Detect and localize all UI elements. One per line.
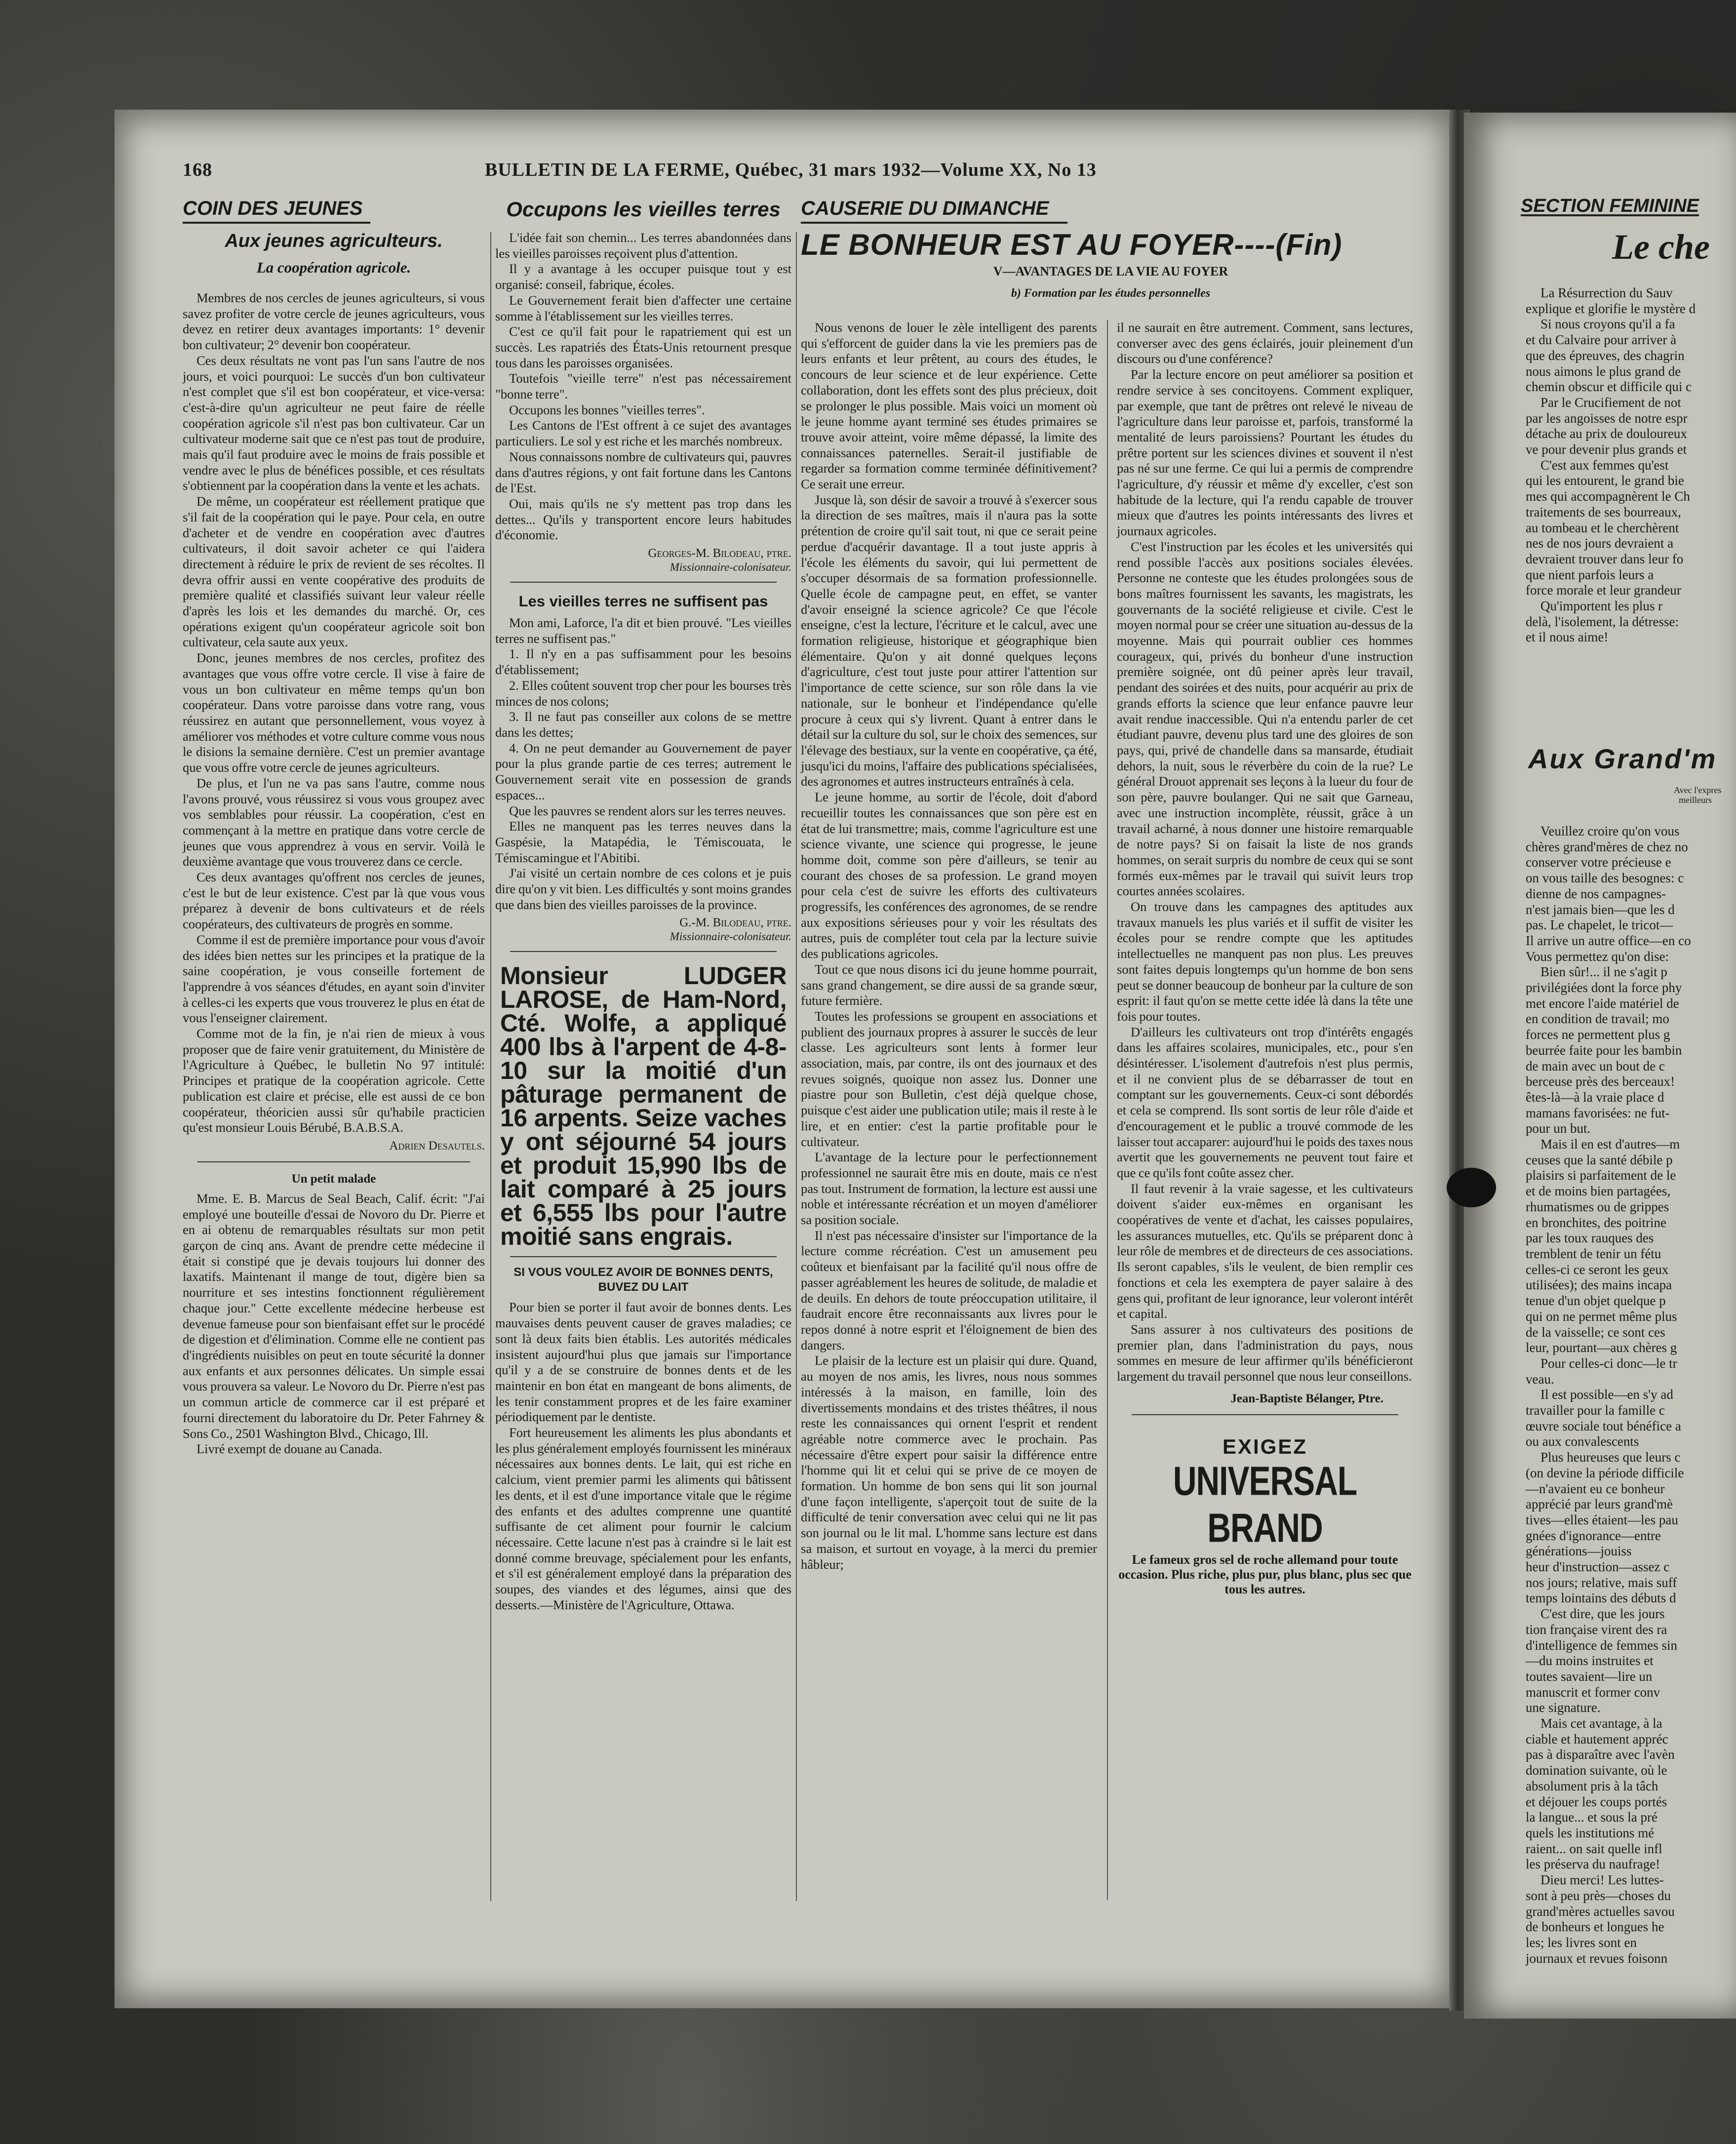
paragraph: Sans assurer à nos cultivateurs des positions de premier plan, dans l'administration du pays, nous sommes en mesure de leur affirmer qu'ils bénéficieront largement du travail personnel que nous leur conseillons. xyxy=(1117,1322,1413,1384)
paragraph: Les Cantons de l'Est offrent à ce sujet des avantages particuliers. Le sol y est riche et les marchés nombreux. xyxy=(495,418,791,449)
paragraph: Ces deux avantages qu'offrent nos cercles de jeunes, c'est le but de leur existence. C'est par là que vous vous préparez à devenir de bons cultivateurs et de réels coopérateurs, des cultivateurs de progrès en somme. xyxy=(183,870,485,932)
paragraph: Donc, jeunes membres de nos cercles, profitez des avantages que vous offre votre cercle. Il vise à faire de vous un bon cultivateur en même temps qu'un bon coopérateur. Dans votre paroisse dans votre rang, vous réussirez en autant que personnellement, vous voyez à améliorer vos méthodes et votre culture comme vous nous le disions la semaine dernière. C'est un premier avantage que vous offre votre cercle de jeunes agriculteurs. xyxy=(183,650,485,775)
text-line: qui on ne permet même plus xyxy=(1526,1309,1677,1324)
text-line: Bien sûr!... il ne s'agit p xyxy=(1540,964,1667,980)
text-line: celles-ci ce seront les geux xyxy=(1526,1262,1669,1277)
paragraph: Nous connaissons nombre de cultivateurs qui, pauvres dans d'autres régions, y ont fait fortune dans les Cantons de l'Est. xyxy=(495,449,791,496)
text-line: pas à disparaître avec l'avèn xyxy=(1526,1747,1675,1762)
right-section-title: SECTION FEMININE xyxy=(1521,196,1699,216)
author-signature: G.-M. Bilodeau, ptre. xyxy=(679,916,791,930)
text-line: sont à peu près—choses du xyxy=(1526,1888,1671,1903)
right-column-text-2 xyxy=(1526,824,1691,1966)
paragraph: Occupons les bonnes "vieilles terres". xyxy=(509,402,705,417)
article-body xyxy=(183,1191,485,1457)
article-body xyxy=(183,290,485,1136)
text-line: dienne de nos campagnes- xyxy=(1526,886,1666,901)
paragraph: De même, un coopérateur est réellement pratique que s'il fait de la coopération qui le paye. Pour cela, en outre d'acheter et de vendre en coopération avec d'autres cultivateurs, il doit savoir acheter ce qui l'aidera directement à réduire le prix de revient de ses récoltes. Il devra offrir aussi en vente coopérative des produits de première qualité et classifiés suivant leur valeur réelle d'après les lois et les demandes du marché. Or, ces opérations exigent qu'un coopérateur agricole soit bon cultivateur, cela saute aux yeux. xyxy=(183,494,485,650)
article-body xyxy=(801,320,1097,1572)
text-line: Il arrive un autre office—en co xyxy=(1526,933,1691,948)
paragraph: Mon ami, Laforce, l'a dit et bien prouvé. "Les vieilles terres ne suffisent pas." xyxy=(495,615,791,646)
paragraph: On trouve dans les campagnes des aptitudes aux travaux manuels les plus variés et il suffit de visiter les écoles pour se rendre compte que les aptitudes intellectuelles ne manquent pas non plus. Les preuves sont faites depuis longtemps qu'un homme de bon sens peut se donner beaucoup de bonheur par la culture de son esprit: il faut qu'on se mette cette idée là dans la tête une fois pour toutes. xyxy=(1117,899,1413,1024)
paragraph: 3. Il ne faut pas conseiller aux colons de se mettre dans les dettes; xyxy=(495,709,791,740)
column-causerie xyxy=(801,198,1342,262)
text-line: de main avec un bout de c xyxy=(1526,1058,1665,1073)
column-rule xyxy=(490,232,491,1901)
paragraph: Toutes les professions se groupent en associations et publient des journaux propres à assurer le succès de leur classe. Les agriculteurs sont lents à former leur association, mais, par contre, ils ont des journaux et des revues soignés, quoique non assez lus. Donner une piastre pour son Bulletin, c'est déjà quelque chose, puisque c'est aider une publication utile; mais il reste à le lire, et en entier: c'est la partie profitable pour le cultivateur. xyxy=(801,1008,1097,1149)
text-line: de la vaisselle; ce sont ces xyxy=(1526,1324,1665,1340)
text-line: —n'avaient eu ce bonheur xyxy=(1526,1481,1665,1496)
text-line: et du Calvaire pour arriver à xyxy=(1526,332,1677,348)
article-subhead: V—AVANTAGES DE LA VIE AU FOYER xyxy=(993,264,1228,278)
text-line: tives—elles étaient—les pau xyxy=(1526,1512,1678,1527)
right-subline-2: meilleurs xyxy=(1679,795,1712,805)
text-line: nos jours; relative, mais suff xyxy=(1526,1575,1677,1590)
paragraph: Il n'est pas nécessaire d'insister sur l'importance de la lecture comme récréation. C'est un amusement peu coûteux et bienfaisant par la facilité qu'il nous offre de passer agréablement les heures de solitude, de maladie et de deuils. En dehors de toute préoccupation utilitaire, il faudrait encore être reconnaissants aux livres pour le repos donné à notre esprit et l'éloignement de bien des dangers. xyxy=(801,1228,1097,1352)
text-line: journaux et revues foisonn xyxy=(1526,1950,1668,1966)
text-line: on vous taille des besognes: c xyxy=(1526,871,1684,886)
text-line: travailler pour la famille c xyxy=(1526,1403,1665,1418)
text-line: par les toux rauques des xyxy=(1526,1231,1654,1246)
ad-description: Le fameux gros sel de roche allemand pour toute occasion. Plus riche, plus pur, plus blanc, plus sec que tous les autres. xyxy=(1118,1552,1412,1596)
binding-clip xyxy=(1447,1168,1496,1207)
masthead-title: BULLETIN DE LA FERME, Québec, 31 mars 1932—Volume XX, No 13 xyxy=(485,159,1097,180)
text-line: mes qui accompagnèrent le Ch xyxy=(1526,489,1690,504)
text-line: que des épreuves, des chagrin xyxy=(1526,348,1685,363)
paragraph: Fort heureusement les aliments les plus abondants et les plus généralement employés fournissent les minéraux nécessaires aux bonnes dents. Le lait, qui est riche en calcium, vient premier parmi les aliments qui bâtissent les dents, et il est d'une importance vitale que le régime des enfants et des adultes comprenne une quantité suffisante de cet aliment pour fournir le calcium nécessaire. Cette lacune n'est pas à craindre si le lait est donné comme breuvage, spécialement pour les enfants, et s'il est généralement employé dans la préparation des soupes, des viandes et des légumes, ainsi que des desserts.—Ministère de l'Agriculture, Ottawa. xyxy=(495,1425,791,1612)
section-title: Occupons les vieilles terres xyxy=(506,198,781,221)
text-line: toutes savaient—lire un xyxy=(1526,1668,1653,1684)
paragraph: Oui, mais qu'ils ne s'y mettent pas trop dans les dettes... Qu'ils y transportent encore leurs habitudes d'économie. xyxy=(495,496,791,543)
text-line: explique et glorifie le mystère d xyxy=(1526,301,1696,316)
author-signature: Jean-Baptiste Bélanger, Ptre. xyxy=(1230,1391,1383,1405)
page-number: 168 xyxy=(183,159,212,180)
text-line: met encore l'aide matériel de xyxy=(1526,995,1679,1011)
text-line: d'intelligence de femmes sin xyxy=(1526,1637,1678,1653)
paragraph: Il y a avantage à les occuper puisque tout y est organisé: conseil, fabrique, écoles. xyxy=(495,261,791,292)
author-signature: Adrien Desautels. xyxy=(389,1139,485,1152)
right-headline-2: Aux Grand'm xyxy=(1528,743,1717,774)
text-line: les; les livres sont en xyxy=(1526,1935,1637,1950)
text-line: Par le Crucifiement de not xyxy=(1540,395,1681,410)
text-line: Si nous croyons qu'il a fa xyxy=(1540,317,1675,332)
paragraph: Le jeune homme, au sortir de l'école, doit d'abord recueillir toutes les connaissances que son père est en état de lui transmettre; mais, comme l'agriculture est une science vivante, une science qui progresse, le jeune homme doit, comme son père d'ailleurs, se tenir au courant des choses de sa profession. Le grand moyen pour cela c'est de suivre les efforts des cultivateurs progressifs, les conférences des agronomes, de se rendre aux expositions sérieuses pour y voir les résultats des autres, puis de compléter tout cela par la lecture suivie des publications agricoles. xyxy=(801,790,1097,961)
paragraph: Elles ne manquent pas les terres neuves dans la Gaspésie, la Matapédia, le Témiscouata, le Témiscamingue et l'Abitibi. xyxy=(495,819,791,865)
text-line: —du moins instruites et xyxy=(1526,1653,1654,1668)
salt-advertisement xyxy=(1117,1435,1413,1597)
text-line: conserver votre précieuse e xyxy=(1526,855,1671,870)
text-line: traitements de ses bourreaux, xyxy=(1526,504,1681,519)
paragraph: Par la lecture encore on peut améliorer sa position et rendre service à ses concitoyens. Comment expliquer, par exemple, que tant de prêtres ont relevé le niveau de l'agriculture dans leur paroisse et, parfois, transformé la mentalité de leurs paroissiens? Pourtant les études du prêtre portent sur les sciences divines et souvent il n'est pas né sur une ferme. Ce qui lui a permis de comprendre l'agriculture, d'y réussir et même d'y exceller, c'est son habitude de la lecture, qui l'a rendu capable de trouver mieux que d'autres les points intéressants des livres et journaux agricoles. xyxy=(1117,367,1413,539)
right-column-text-1 xyxy=(1526,285,1696,645)
column-vieilles-terres xyxy=(495,198,791,1613)
article-body xyxy=(495,1300,791,1613)
text-line: berceuse près des berceaux! xyxy=(1526,1074,1675,1089)
text-line: et déjouer les coups portés xyxy=(1526,1794,1667,1809)
text-line: raient... on sait quelle infl xyxy=(1526,1841,1662,1856)
column-causerie-continued xyxy=(1117,320,1413,1597)
article-title: Un petit malade xyxy=(291,1172,376,1186)
text-line: ou aux convalescents xyxy=(1526,1434,1639,1449)
column-causerie-body xyxy=(801,320,1097,1572)
text-line: Mais il en est d'autres—m xyxy=(1540,1137,1680,1152)
text-line: Pour celles-ci donc—le tr xyxy=(1540,1355,1677,1371)
paragraph: De plus, et l'un ne va pas sans l'autre, comme nous l'avons prouvé, vous réussirez si vous vous groupez avec vos semblables pour réussir. La coopération, c'est en commençant à la mettre en pratique dans votre cercle de jeunes que vous apprendrez à vous en servir. Voilà le deuxième avantage que vous trouverez dans ce cercle. xyxy=(183,775,485,869)
text-line: utilisées); des mains incapa xyxy=(1526,1277,1672,1293)
paragraph: 4. On ne peut demander au Gouvernement de payer pour la plus grande partie de ces terres; autrement le Gouvernement serait vite en possession de grands espaces... xyxy=(495,740,791,802)
paragraph: Pour bien se porter il faut avoir de bonnes dents. Les mauvaises dents peuvent causer de graves maladies; ce sont là deux faits bien établis. Les autorités médicales insistent aujourd'hui plus que jamais sur l'importance qu'il y a de se construire de bonnes dents et de les maintenir en bon état en mangeant de bons aliments, de les tenir constamment propres et de les faire examiner périodiquement par le dentiste. xyxy=(495,1300,791,1425)
text-line: (on devine la période difficile xyxy=(1526,1465,1684,1480)
text-line: privilégiées dont la force phy xyxy=(1526,980,1682,995)
text-line: tion française virent des ra xyxy=(1526,1622,1667,1637)
ad-brand-name: UNIVERSAL BRAND xyxy=(1173,1458,1357,1550)
text-line: n'est jamais bien—que les d xyxy=(1526,902,1675,917)
text-line: chères grand'mères de chez no xyxy=(1526,839,1688,854)
paragraph: Jusque là, son désir de savoir a trouvé à s'exercer sous la direction de ses maîtres, mais il n'aura pas la sotte prétention de croire qu'il sait tout, ni que ce serait peine perdue d'acquérir davantage. Il a tout juste appris à l'école les éléments du savoir, qui lui permettent de s'occuper désormais de sa formation professionnelle. Quelle école de campagne peut, en effet, se vanter d'avoir enseigné la science agricole? Ce que l'école enseigne, c'est la lecture, l'écriture et le calcul, avec une formation religieuse, historique et géographique bien élémentaire. Qu'on y ait donné quelques leçons d'agriculture, c'est tout juste pour attirer l'attention sur l'importance de cette science, sur son rôle dans la vie nationale, sur le bonheur et l'indépendance qu'elle procure à ceux qui s'y livrent. Quant à entrer dans le détail sur la culture du sol, sur le choix des semences, sur l'élevage des bestiaux, sur la vente en coopérative, ça été, jusqu'ici du moins, l'affaire des publications spécialisées, des agronomes et autres instructeurs entraînés à cela. xyxy=(801,492,1097,789)
text-line: ciable et hautement appréc xyxy=(1526,1731,1668,1747)
paragraph: C'est ce qu'il fait pour le rapatriement qui est un succès. Les rapatriés des États-Unis retournent presque tous dans les paroisses organisées. xyxy=(495,324,791,370)
text-line: au tombeau et le cherchèrent xyxy=(1526,520,1679,535)
text-line: Qu'importent les plus r xyxy=(1540,598,1663,614)
article-title: SI VOUS VOULEZ AVOIR DE BONNES DENTS, BUVEZ DU LAIT xyxy=(513,1266,773,1294)
column-rule xyxy=(1107,320,1108,1900)
text-line: mamans favorisées: ne fut- xyxy=(1526,1105,1670,1120)
text-line: La Résurrection du Sauv xyxy=(1540,285,1673,300)
text-line: veau. xyxy=(1526,1371,1554,1387)
text-line: ceuses que la santé débile p xyxy=(1526,1152,1673,1167)
text-line: œuvre sociale tout bénéfice a xyxy=(1526,1418,1681,1433)
fertilizer-advertisement: Monsieur LUDGER LAROSE, de Ham-Nord, Cté. Wolfe, a appliqué 400 lbs à l'arpent de 4-8-10 sur la moitié d'un pâturage permanent de 16 arpents. Seize vaches y ont séjourné 54 jours et produit 15,990 lbs de lait comparé à 25 jours et 6,555 lbs pour l'autre moitié sans engrais. xyxy=(500,962,787,1251)
text-line: détache au prix de douloureux xyxy=(1526,426,1687,441)
article-title: Les vieilles terres ne suffisent pas xyxy=(518,593,768,610)
text-line: C'est aux femmes qu'est xyxy=(1540,457,1669,473)
causerie-subheads xyxy=(801,264,1420,300)
paragraph: Comme il est de première importance pour vous d'avoir des idées bien nettes sur les principes et la pratique de la saine coopération, je vous conseille fortement de l'apprendre à vos séances d'études, en ayant soin d'inviter à celles-ci les experts que vous trouverez le plus en état de vous l'enseigner clairement. xyxy=(183,932,485,1026)
text-line: chemin obscur et difficile qui c xyxy=(1526,379,1692,395)
text-line: générations—jouiss xyxy=(1526,1544,1632,1559)
paragraph: Nous venons de louer le zèle intelligent des parents qui s'efforcent de guider dans la vie les premiers pas de leurs enfants et leur prêtent, au cours des études, le concours de leur science et de leur expérience. Cette collaboration, dont les effets sont des plus précieux, doit se prolonger le plus possible. Mais voici un moment où le jeune homme ayant terminé ses études primaires se trouve avoir atteint, voire même dépassé, la limite des connaissances paternelles. Serait-il justifiable de regarder sa formation comme terminée définitivement? Ce serait une erreur. xyxy=(801,320,1097,492)
text-line: leur, pourtant—aux chères g xyxy=(1526,1340,1677,1355)
column-coin-des-jeunes xyxy=(183,198,485,1457)
text-line: de bonheurs et longues he xyxy=(1526,1919,1664,1935)
text-line: la langue... et sous la pré xyxy=(1526,1810,1657,1825)
paragraph: L'idée fait son chemin... Les terres abandonnées dans les vieilles paroisses reçoivent plus d'attention. xyxy=(495,230,791,261)
article-subsubhead: b) Formation par les études personnelles xyxy=(1011,287,1211,300)
text-line: et de moins bien partagées, xyxy=(1526,1184,1671,1199)
paragraph: Le Gouvernement ferait bien d'affecter une certaine somme à l'établissement sur les vieilles terres. xyxy=(495,292,791,323)
author-signature: Georges-M. Bilodeau, ptre. xyxy=(648,547,791,560)
text-line: Vous permettez qu'on dise: xyxy=(1526,949,1669,964)
text-line: êtes-là—à la vraie place d xyxy=(1526,1089,1664,1105)
text-line: tremblent de tenir un fétu xyxy=(1526,1246,1661,1261)
paragraph: C'est l'instruction par les écoles et les universités qui rend possible l'accès aux positions sociales élevées. Personne ne conteste que les études prolongées sous de bons maîtres fournissent les savants, les magistrats, les gouvernants de la société religieuse et civile. C'est le moyen normal pour se créer une situation au-dessus de la moyenne. Mais qui pourrait oublier ces hommes courageux, qui, privés du bonheur d'une instruction première soignée, ont dû peiner après leur travail, pendant des soirées et des nuits, pour acquérir au prix de grands efforts la science que leur enfance pauvre leur avait rendue inaccessible. Qui n'a entendu parler de cet étudiant pauvre, devenu plus tard une des gloires de son pays, qui, privé de chandelle dans sa mansarde, étudiait dehors, la nuit, sous le réverbère du coin de la rue? Le général Drouot apprenait ses leçons à la lueur du four de son père, pauvre boulanger. Qui ne sait que Garneau, avec une instruction incomplète, réussit, grâce à un travail acharné, à nous donner une histoire remarquable de notre pays? Si on faisait la liste de nos grands hommes, on serait surpris du nombre de ceux qui se sont formés eux-mêmes par le travail qui suivit leurs trop courtes années scolaires. xyxy=(1117,539,1413,899)
paragraph: J'ai visité un certain nombre de ces colons et je puis dire qu'on y vit bien. Les difficultés y sont moins grandes que dans bien des vieilles paroisses de la province. xyxy=(495,866,791,912)
paragraph: il ne saurait en être autrement. Comment, sans lectures, converser avec des gens éclairés, jouir pleinement d'un discours ou d'une conférence? xyxy=(1117,320,1413,366)
paragraph: Que les pauvres se rendent alors sur les terres neuves. xyxy=(509,803,786,818)
article-body xyxy=(495,230,791,543)
text-line: grand'mères actuelles savou xyxy=(1526,1904,1675,1919)
text-line: devraient trouver dans leur fo xyxy=(1526,551,1684,566)
section-title: COIN DES JEUNES xyxy=(183,198,370,224)
section-title: CAUSERIE DU DIMANCHE xyxy=(801,198,1067,224)
article-subhead: La coopération agricole. xyxy=(256,259,411,276)
text-line: Veuillez croire qu'on vous xyxy=(1540,824,1680,838)
divider xyxy=(510,951,777,952)
text-line: gnées d'ignorance—entre xyxy=(1526,1528,1661,1543)
article-body xyxy=(1117,320,1413,1385)
text-line: manuscrit et former conv xyxy=(1526,1684,1660,1700)
paragraph: 2. Elles coûtent souvent trop cher pour les bourses très minces de nos colons; xyxy=(495,677,791,709)
text-line: forces ne permettent plus g xyxy=(1526,1027,1670,1042)
text-line: beurrée faite pour les bambin xyxy=(1526,1042,1682,1058)
text-line: tenue d'un objet quelque p xyxy=(1526,1293,1666,1309)
text-line: qui les entourent, le grand bie xyxy=(1526,473,1684,488)
text-line: force morale et leur grandeur xyxy=(1526,583,1681,598)
text-line: pour un but. xyxy=(1526,1121,1591,1136)
divider xyxy=(197,1161,470,1162)
text-line: temps lointains des débuts d xyxy=(1526,1590,1676,1606)
divider xyxy=(510,1256,777,1257)
text-line: Plus heureuses que leurs c xyxy=(1540,1450,1681,1465)
author-role: Missionnaire-colonisateur. xyxy=(670,930,791,943)
paragraph: Tout ce que nous disons ici du jeune homme pourrait, sans grand changement, se dire aussi de sa grande sœur, future fermière. xyxy=(801,961,1097,1008)
ad-call-to-action: EXIGEZ xyxy=(1222,1434,1308,1458)
text-line: les préserva du naufrage! xyxy=(1526,1857,1660,1872)
paragraph: L'avantage de la lecture pour le perfectionnement professionnel ne saurait être mis en doute, mais ce n'est pas tout. Instrument de formation, la lecture est aussi une noble et intéressante récréation et un moyen d'améliorer sa position sociale. xyxy=(801,1150,1097,1228)
paragraph: Le plaisir de la lecture est un plaisir qui dure. Quand, au moyen de nos amis, les livres, nous nous sommes intéressés à la maison, en famille, loin des divertissements mondains et des tristes théâtres, il nous reste les connaissances qui ornent l'esprit et rendent agréable notre commerce avec le prochain. Pas nécessaire d'être expert pour saisir la différence entre l'homme qui lit et celui qui se prive de ce moyen de formation. Un homme de bon sens qui lit son journal d'une façon intelligente, s'aperçoit tout de suite de la difficulté de tenir conversation avec celui qui ne lit pas son journal ou le lit mal. L'homme sans lecture est dans sa maison, et surtout en voyage, à la merci du premier hâbleur; xyxy=(801,1353,1097,1572)
article-headline: Aux jeunes agriculteurs. xyxy=(225,231,443,251)
text-line: Il est possible—en s'y ad xyxy=(1540,1387,1673,1402)
text-line: en condition de travail; mo xyxy=(1526,1011,1669,1027)
paragraph: Mme. E. B. Marcus de Seal Beach, Calif. écrit: "J'ai employé une bouteille d'essai de Novoro du Dr. Pierre et en ai obtenu de remarquables résultats sur mon petit garçon de cinq ans. Avant de prendre cette médecine il était si constipé que je devais toujours lui donner des laxatifs. Maintenant il mange de tout, digère bien sa nourriture et ses intestins fonctionnent régulièrement chaque jour." Cette excellente médecine herbeuse est devenue fameuse pour son bienfaisant effet sur le procédé de digestion et d'élimination. Comme elle ne contient pas d'ingrédients nuisibles on peut en toute sécurité la donner aux enfants et aux personnes délicates. Un simple essai vous prouvera sa valeur. Le Novoro du Dr. Pierre n'est pas un commun article de commerce car il est préparé et fourni directement du laboratoire du Dr. Peter Fahrney & Sons Co., 2501 Washington Blvd., Chicago, Ill. xyxy=(183,1191,485,1441)
paragraph: Comme mot de la fin, je n'ai rien de mieux à vous proposer que de faire venir gratuitement, du Ministère de l'Agriculture à Québec, le bulletin No 97 intitulé: Principes et pratique de la coopération agricole. Cette publication est claire et précise, elle est aussi de ce bon coopérateur, théoricien aussi sûr qu'habile practicien qu'est monsieur Louis Bérubé, B.A.B.S.A. xyxy=(183,1026,485,1135)
author-role: Missionnaire-colonisateur. xyxy=(670,561,791,574)
text-line: rhumatismes ou de grippes xyxy=(1526,1199,1669,1214)
divider xyxy=(510,582,777,583)
text-line: apprécié par leurs grand'mè xyxy=(1526,1497,1673,1512)
text-line: pas. Le chapelet, le tricot— xyxy=(1526,917,1673,933)
text-line: Dieu merci! Les luttes- xyxy=(1540,1872,1664,1888)
paragraph: 1. Il n'y en a pas suffisamment pour les besoins d'établissement; xyxy=(495,646,791,677)
right-subline: Avec l'expres xyxy=(1674,785,1722,795)
article-headline: LE BONHEUR EST AU FOYER----(Fin) xyxy=(801,228,1342,261)
text-line: quels les institutions mé xyxy=(1526,1826,1655,1840)
paragraph: D'ailleurs les cultivateurs ont trop d'intérêts engagés dans les affaires scolaires, municipales, etc., pour s'en désintéresser. L'isolement d'autrefois n'est plus permis, et il ne convient plus de se débarrasser de tout en comptant sur les gouvernements. Ceux-ci sont débordés et cela se comprend. Ils sont sortis de leur rôle d'aide et d'encouragement et le public a trouvé commode de les laisser tout accaparer: aujourd'hui le poids des taxes nous avertit que les gouvernements ne peuvent tout faire et que ce qu'ils font coûte assez cher. xyxy=(1117,1024,1413,1180)
text-line: en bronchites, des poitrine xyxy=(1526,1215,1666,1230)
text-line: delà, l'isolement, la détresse: xyxy=(1526,614,1679,629)
article-body xyxy=(495,615,791,913)
text-line: Mais cet avantage, à la xyxy=(1540,1716,1662,1731)
divider xyxy=(1132,1414,1398,1415)
text-line: nous aimons le plus grand de xyxy=(1526,363,1681,379)
text-line: nes de nos jours devraient a xyxy=(1526,536,1674,551)
text-line: par les angoisses de notre espr xyxy=(1526,410,1688,426)
paragraph: Membres de nos cercles de jeunes agriculteurs, si vous savez profiter de votre cercle de jeunes agriculteurs, vous devez en retirer deux avantages importants: 1° devenir bon cultivateur; 2° devenir bon coopérateur. xyxy=(183,290,485,353)
text-line: ve pour devenir plus grands et xyxy=(1526,442,1687,457)
paragraph: Livré exempt de douane au Canada. xyxy=(197,1441,383,1457)
paragraph: Ces deux résultats ne vont pas l'un sans l'autre de nos jours, et voici pourquoi: Le succès d'un bon cultivateur n'est complet que s'il est bon coopérateur, et vice-versa: c'est-à-dire qu'un agriculteur ne peut faire de réelle coopération agricole s'il n'est pas bon cultivateur. Car un cultivateur moderne sait que ce n'est pas tout de produire, mais qu'il faut produire avec le moins de frais possible et vendre avec le plus de bénéfices possible, et ces résultats s'obtiennent par la coopération dans la vente et les achats. xyxy=(183,353,485,493)
column-rule xyxy=(796,232,797,1901)
text-line: que nient parfois leurs a xyxy=(1526,567,1654,582)
text-line: C'est dire, que les jours xyxy=(1540,1606,1665,1622)
text-line: une signature. xyxy=(1526,1700,1601,1715)
paragraph: Toutefois "vieille terre" n'est pas nécessairement "bonne terre". xyxy=(495,371,791,402)
text-line: et il nous aime! xyxy=(1526,630,1609,645)
text-line: absolument pris à la tâch xyxy=(1526,1778,1658,1793)
paragraph: Il faut revenir à la vraie sagesse, et les cultivateurs doivent s'aider eux-mêmes en organisant les coopératives de vente et d'achat, les caisses populaires, les assurances mutuelles, etc. Qu'ils se préparent donc à leur rôle de membres et de directeurs de ces associations. Ils seront capables, s'ils le veulent, de bien remplir ces fonctions et cela les exemptera de payer salaire à des gens qui, profitant de leur ignorance, leur voleront intérêt et capital. xyxy=(1117,1181,1413,1321)
text-line: plaisirs si parfaitement de le xyxy=(1526,1168,1676,1183)
text-line: heur d'instruction—assez c xyxy=(1526,1559,1670,1575)
right-headline: Le che xyxy=(1612,227,1710,267)
text-line: domination suivante, où le xyxy=(1526,1763,1667,1778)
